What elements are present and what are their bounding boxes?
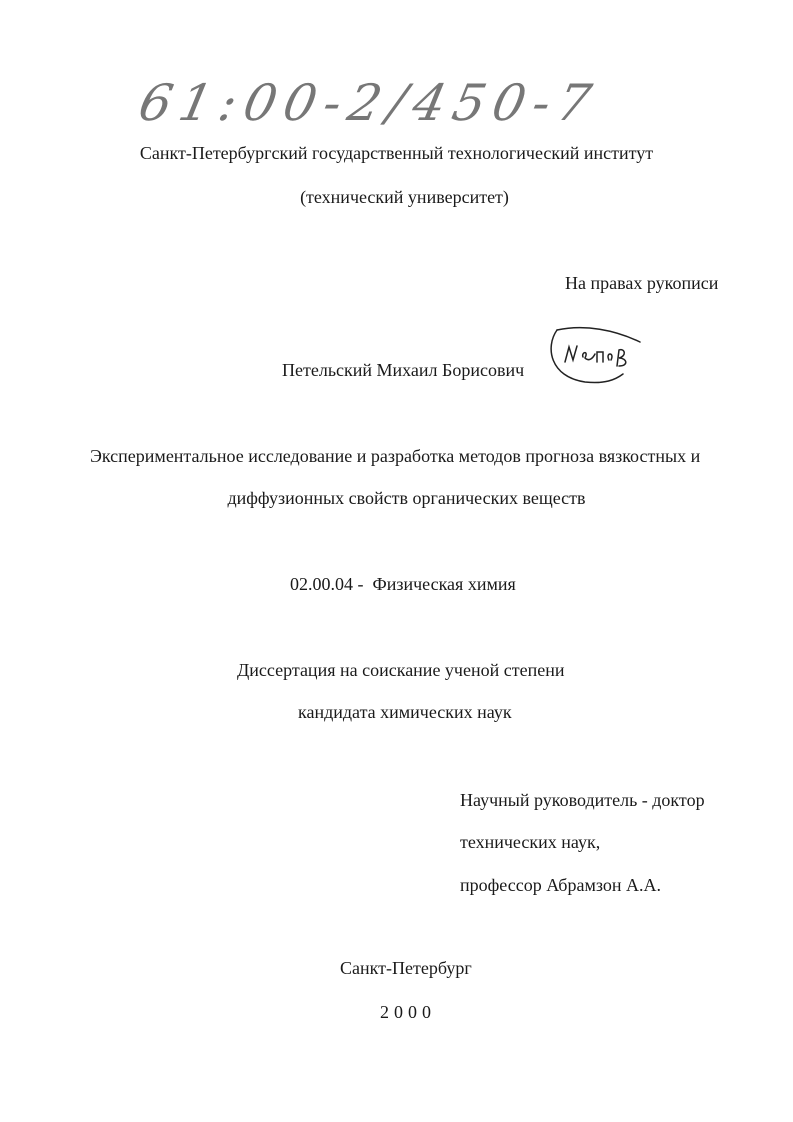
year: 2000 <box>380 1002 436 1022</box>
dissertation-title-line1: Экспериментальное исследование и разработка методов прогноза вязкостных и <box>90 446 701 466</box>
supervisor-line2: технических наук, <box>460 832 601 852</box>
supervisor-line1: Научный руководитель - доктор <box>460 790 705 810</box>
handwritten-archive-number: 61:00-2/450-7 <box>133 74 604 132</box>
dissertation-title-line2: диффузионных свойств органических веществ <box>227 488 586 508</box>
institution-subtitle: (технический университет) <box>300 187 509 207</box>
city: Санкт-Петербург <box>340 958 472 978</box>
specialty-code: 02.00.04 - <box>290 574 364 594</box>
author-signature <box>545 322 645 387</box>
manuscript-note: На правах рукописи <box>565 273 719 293</box>
supervisor-line3: профессор Абрамзон А.А. <box>460 875 661 895</box>
author-name: Петельский Михаил Борисович <box>282 360 525 380</box>
specialty-name: Физическая химия <box>372 574 516 594</box>
specialty <box>290 573 516 595</box>
degree-line1: Диссертация на соискание ученой степени <box>237 660 565 680</box>
degree-line2: кандидата химических наук <box>298 702 512 722</box>
institution-name: Санкт-Петербургский государственный технологический институт <box>139 143 654 163</box>
